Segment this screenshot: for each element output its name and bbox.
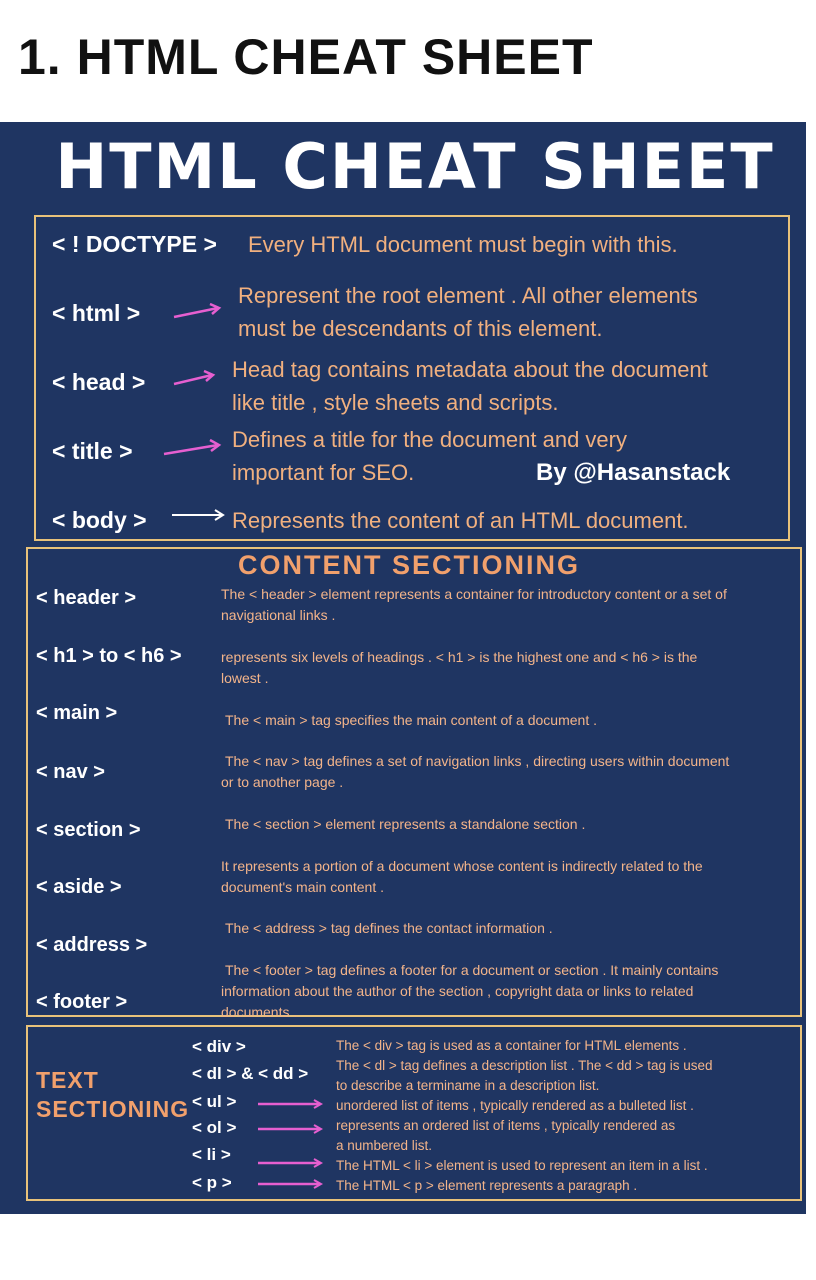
arrow-icon — [256, 1157, 326, 1169]
desc-head-line2: like title , style sheets and scripts. — [232, 390, 559, 415]
arrow-icon — [170, 507, 228, 523]
desc-ol-line1: represents an ordered list of items , typically rendered as — [336, 1118, 676, 1133]
tag-ol: < ol > — [192, 1118, 237, 1137]
desc-div: The < div > tag is used as a container for HTML elements . — [336, 1038, 687, 1053]
tag-header: < header > — [36, 587, 137, 609]
tag-ul: < ul > — [192, 1092, 237, 1111]
tag-body: < body > — [52, 507, 147, 533]
tag-head: < head > — [52, 369, 146, 395]
desc-head-line1: Head tag contains metadata about the document — [232, 357, 708, 382]
desc-nav-line2: or to another page . — [221, 774, 344, 790]
tag-dl-dd: < dl > & < dd > — [192, 1064, 309, 1083]
tag-section: < section > — [36, 819, 141, 841]
text-sectioning-heading-line2: SECTIONING — [36, 1096, 190, 1122]
desc-section: The < section > element represents a standalone section . — [225, 816, 586, 832]
desc-header-line1: The < header > element represents a container for introductory content or a set of — [221, 586, 727, 602]
tag-title: < title > — [52, 438, 133, 464]
tag-aside: < aside > — [36, 876, 122, 898]
page-title: 1. HTML CHEAT SHEET — [18, 29, 594, 85]
arrow-icon — [172, 300, 224, 322]
content-sectioning-heading: CONTENT SECTIONING — [238, 550, 581, 580]
arrow-icon — [256, 1123, 326, 1135]
text-sectioning-heading-line1: TEXT — [36, 1067, 99, 1093]
desc-dl-line2: to describe a terminame in a description list. — [336, 1078, 600, 1093]
basic-tags-box — [34, 215, 790, 541]
desc-title-line1: Defines a title for the document and very — [232, 427, 627, 452]
desc-footer-line2: information about the author of the section , copyright data or links to related — [221, 983, 694, 999]
desc-html-line1: Represent the root element . All other elements — [238, 283, 698, 308]
tag-p: < p > — [192, 1173, 232, 1192]
text-sectioning-box — [26, 1025, 802, 1201]
tag-h1-h6: < h1 > to < h6 > — [36, 645, 182, 667]
desc-body: Represents the content of an HTML document. — [232, 508, 689, 533]
desc-footer-line3: documents . — [221, 1004, 298, 1020]
desc-aside-line1: It represents a portion of a document whose content is indirectly related to the — [221, 858, 703, 874]
cheat-sheet-poster — [0, 122, 806, 1214]
desc-nav-line1: The < nav > tag defines a set of navigation links , directing users within document — [225, 753, 730, 769]
tag-nav: < nav > — [36, 761, 105, 783]
desc-dl-line1: The < dl > tag defines a description list . The < dd > tag is used — [336, 1058, 713, 1073]
arrow-icon — [256, 1098, 326, 1110]
desc-li: The HTML < li > element is used to represent an item in a list . — [336, 1158, 708, 1173]
desc-p: The HTML < p > element represents a paragraph . — [336, 1178, 638, 1193]
tag-address: < address > — [36, 934, 148, 956]
desc-ol-line2: a numbered list. — [336, 1138, 433, 1153]
author-credit: By @Hasanstack — [536, 459, 731, 486]
poster-title: HTML CHEAT SHEET — [55, 130, 775, 203]
desc-doctype: Every HTML document must begin with this. — [248, 232, 678, 257]
arrow-icon — [162, 436, 224, 458]
desc-address: The < address > tag defines the contact information . — [225, 920, 553, 936]
desc-header-line2: navigational links . — [221, 607, 336, 623]
tag-doctype: < ! DOCTYPE > — [52, 231, 217, 257]
arrow-icon — [172, 367, 218, 389]
desc-title-line2: important for SEO. — [232, 460, 415, 485]
tag-footer: < footer > — [36, 991, 128, 1013]
tag-div: < div > — [192, 1037, 246, 1056]
desc-h1-h6-line1: represents six levels of headings . < h1 > is the highest one and < h6 > is the — [221, 649, 698, 665]
desc-aside-line2: document's main content . — [221, 879, 384, 895]
tag-html: < html > — [52, 300, 141, 326]
arrow-icon — [256, 1178, 326, 1190]
desc-ul: unordered list of items , typically rendered as a bulleted list . — [336, 1098, 694, 1113]
desc-h1-h6-line2: lowest . — [221, 670, 269, 686]
desc-html-line2: must be descendants of this element. — [238, 316, 603, 341]
tag-li: < li > — [192, 1145, 231, 1164]
content-sectioning-box — [26, 547, 802, 1020]
desc-footer-line1: The < footer > tag defines a footer for a document or section . It mainly contains — [225, 962, 719, 978]
tag-main: < main > — [36, 702, 118, 724]
desc-main: The < main > tag specifies the main content of a document . — [225, 712, 597, 728]
